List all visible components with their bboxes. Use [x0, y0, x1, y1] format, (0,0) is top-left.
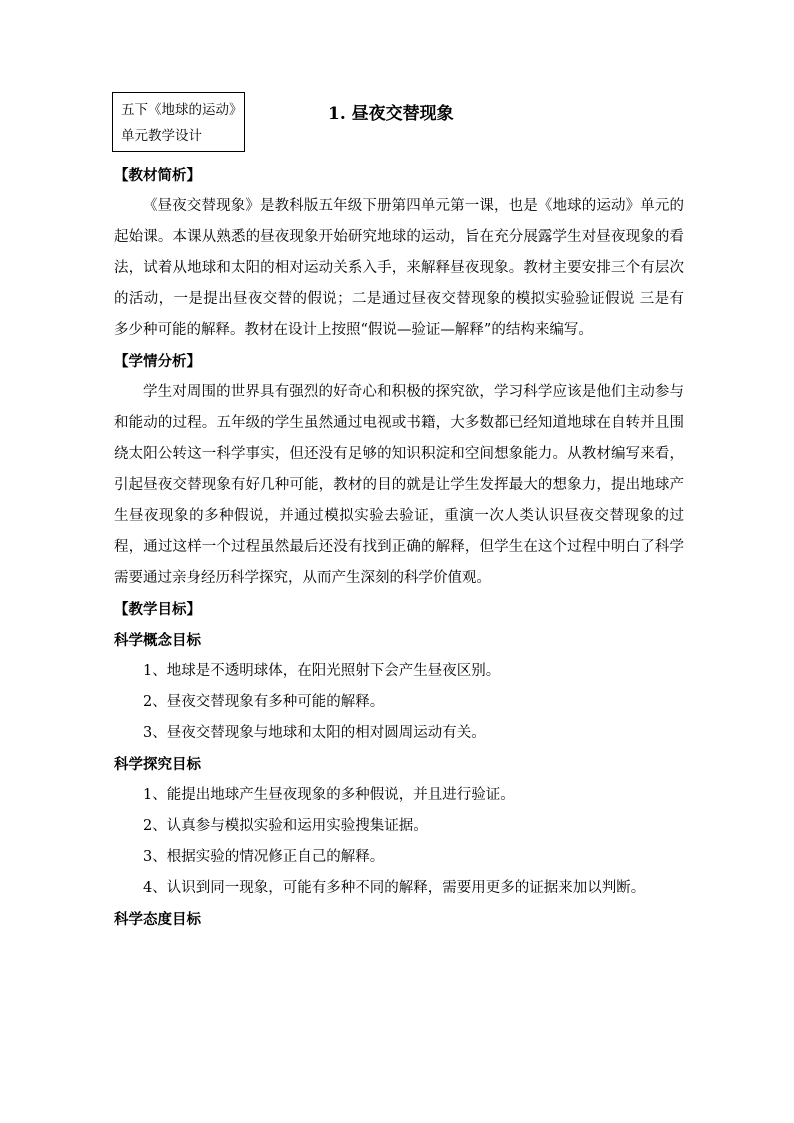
inquiry-goal-item: 4、认识到同一现象，可能有多种不同的解释，需要用更多的证据来加以判断。: [143, 880, 646, 896]
concept-goal-item: 3、昼夜交替现象与地球和太阳的相对圆周运动有关。: [143, 725, 486, 741]
inquiry-goal-item: 3、根据实验的情况修正自己的解释。: [143, 849, 385, 865]
inquiry-goal-item: 2、认真参与模拟实验和运用实验搜集证据。: [143, 818, 428, 834]
document-body: [114, 160, 684, 935]
material-analysis-text: 《昼夜交替现象》是教科版五年级下册第四单元第一课，也是《地球的运动》单元的起始课。本课从熟悉的昼夜现象开始研究地球的运动，旨在充分展露学生对昼夜现象的看法，试着从地球和太阳的相对运动关系入手，来解释昼夜现象。教材主要安排三个有层次的活动，一是提出昼夜交替的假说；二是通过昼夜交替现象的模拟实验验证假说 三是有多少种可能的解释。教材在设计上按照“假说—验证—解释”的结构来编写。: [114, 198, 684, 338]
student-analysis-text: 学生对周围的世界具有强烈的好奇心和积极的探究欲，学习科学应该是他们主动参与和能动的过程。五年级的学生虽然通过电视或书籍，大多数都已经知道地球在自转并且围绕太阳公转这一科学事实，但还没有足够的知识积淀和空间想象能力。从教材编写来看，引起昼夜交替现象有好几种可能，教材的目的就是让学生发挥最大的想象力，提出地球产生昼夜现象的多种假说，并通过模拟实验去验证，重演一次人类认识昼夜交替现象的过程，通过这样一个过程虽然最后还没有找到正确的解释，但学生在这个过程中明白了科学需要通过亲身经历科学探究，从而产生深刻的科学价值观。: [114, 384, 684, 586]
concept-goals-title: 科学概念目标: [114, 632, 201, 649]
unit-label-box: [112, 92, 245, 152]
inquiry-goals-title: 科学探究目标: [114, 756, 201, 773]
concept-goal-item: 1、地球是不透明球体，在阳光照射下会产生昼夜区别。: [143, 663, 501, 679]
concept-goal-item: 2、昼夜交替现象有多种可能的解释。: [143, 694, 385, 710]
student-analysis-heading: 【学情分析】: [114, 353, 201, 370]
inquiry-goal-item: 1、能提出地球产生昼夜现象的多种假说，并且进行验证。: [143, 787, 515, 803]
page-title: 1. 昼夜交替现象: [328, 104, 454, 124]
unit-label-line1: 五下《地球的运动》: [121, 102, 243, 118]
attitude-goals-title: 科学态度目标: [114, 911, 201, 928]
unit-label-line2: 单元教学设计: [121, 128, 202, 144]
teaching-goals-heading: 【教学目标】: [114, 601, 201, 618]
material-analysis-heading: 【教材简析】: [114, 167, 201, 184]
